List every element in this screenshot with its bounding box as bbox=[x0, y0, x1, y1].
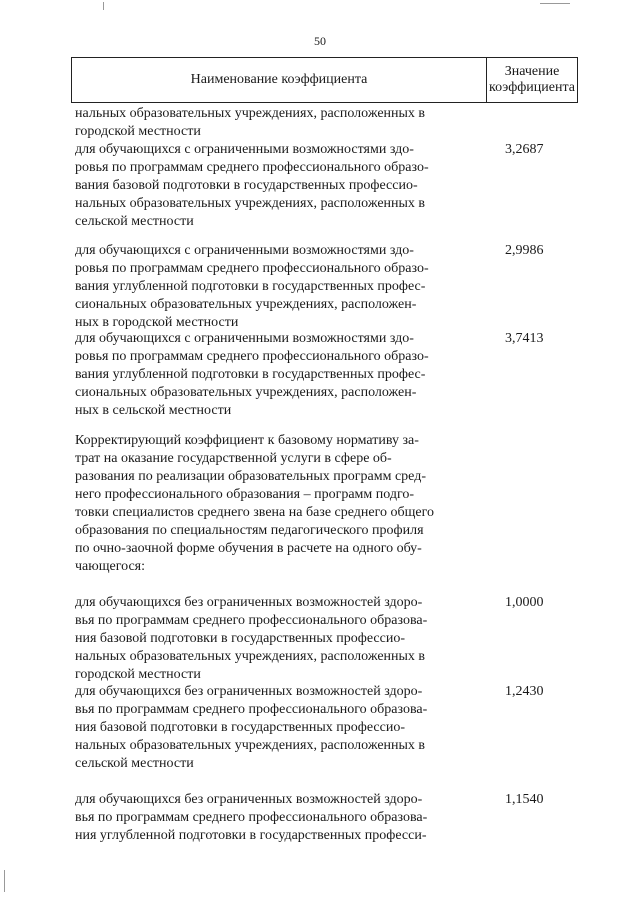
table-row bbox=[75, 432, 575, 576]
coefficient-value: 3,2687 bbox=[505, 142, 544, 157]
coefficient-description: Корректирующий коэффициент к базовому нормативу за- трат на оказание государственной услуги в сфере об- разования по реализации образовательных программ сред- него профессионального образования – программ подго- товки специалистов среднего звена на базе среднего общего образования по специальностям педагогического профиля по очно-заочной форме обучения в расчете на одного обу- чающегося: bbox=[75, 433, 435, 574]
coefficient-description: для обучающихся с ограниченными возможностями здо- ровья по программам среднего профессионального образо- вания углубленной подготовки в государственных профес- сиональных образовательных учреждениях, расположен- ных в сельской местности bbox=[75, 331, 429, 418]
coefficient-description: для обучающихся с ограниченными возможностями здо- ровья по программам среднего профессионального образо- вания базовой подготовки в государственных профессио- нальных образовательных учреждениях, расположенных в сельской местности bbox=[75, 142, 429, 229]
scan-mark bbox=[103, 2, 104, 10]
coefficient-value-header: Значение коэффициента bbox=[489, 64, 575, 95]
table-row bbox=[75, 330, 575, 420]
coefficient-description: для обучающихся без ограниченных возможностей здоро- вья по программам среднего профессионального образова- ния базовой подготовки в государственных профессио- нальных образовательных учреждениях, расположенных в сельской местности bbox=[75, 684, 428, 771]
coefficient-value: 1,2430 bbox=[505, 684, 544, 699]
table-row bbox=[75, 105, 575, 141]
table-row bbox=[75, 791, 575, 845]
coefficient-description: нальных образовательных учреждениях, расположенных в городской местности bbox=[75, 106, 426, 139]
coefficient-value: 1,1540 bbox=[505, 792, 544, 807]
coefficient-value: 3,7413 bbox=[505, 331, 544, 346]
scan-mark bbox=[4, 870, 5, 892]
scan-mark bbox=[540, 3, 570, 4]
table-row bbox=[75, 242, 575, 332]
table-row bbox=[75, 594, 575, 684]
coefficient-value: 1,0000 bbox=[505, 595, 544, 610]
table-row bbox=[75, 141, 575, 231]
coefficient-name-header: Наименование коэффициента bbox=[72, 58, 487, 102]
coefficient-value: 2,9986 bbox=[505, 243, 544, 258]
page-number: 50 bbox=[314, 34, 326, 48]
coefficient-description: для обучающихся с ограниченными возможностями здо- ровья по программам среднего профессионального образо- вания углубленной подготовки в государственных профес- сиональных образовательных учреждениях, расположен- ных в городской местности bbox=[75, 243, 429, 330]
coefficient-description: для обучающихся без ограниченных возможностей здоро- вья по программам среднего профессионального образова- ния углубленной подготовки в государственных професси- bbox=[75, 792, 428, 843]
coefficient-description: для обучающихся без ограниченных возможностей здоро- вья по программам среднего профессионального образова- ния базовой подготовки в государственных профессио- нальных образовательных учреждениях, расположенных в городской местности bbox=[75, 595, 428, 682]
table-header bbox=[71, 57, 578, 103]
table-row bbox=[75, 683, 575, 773]
